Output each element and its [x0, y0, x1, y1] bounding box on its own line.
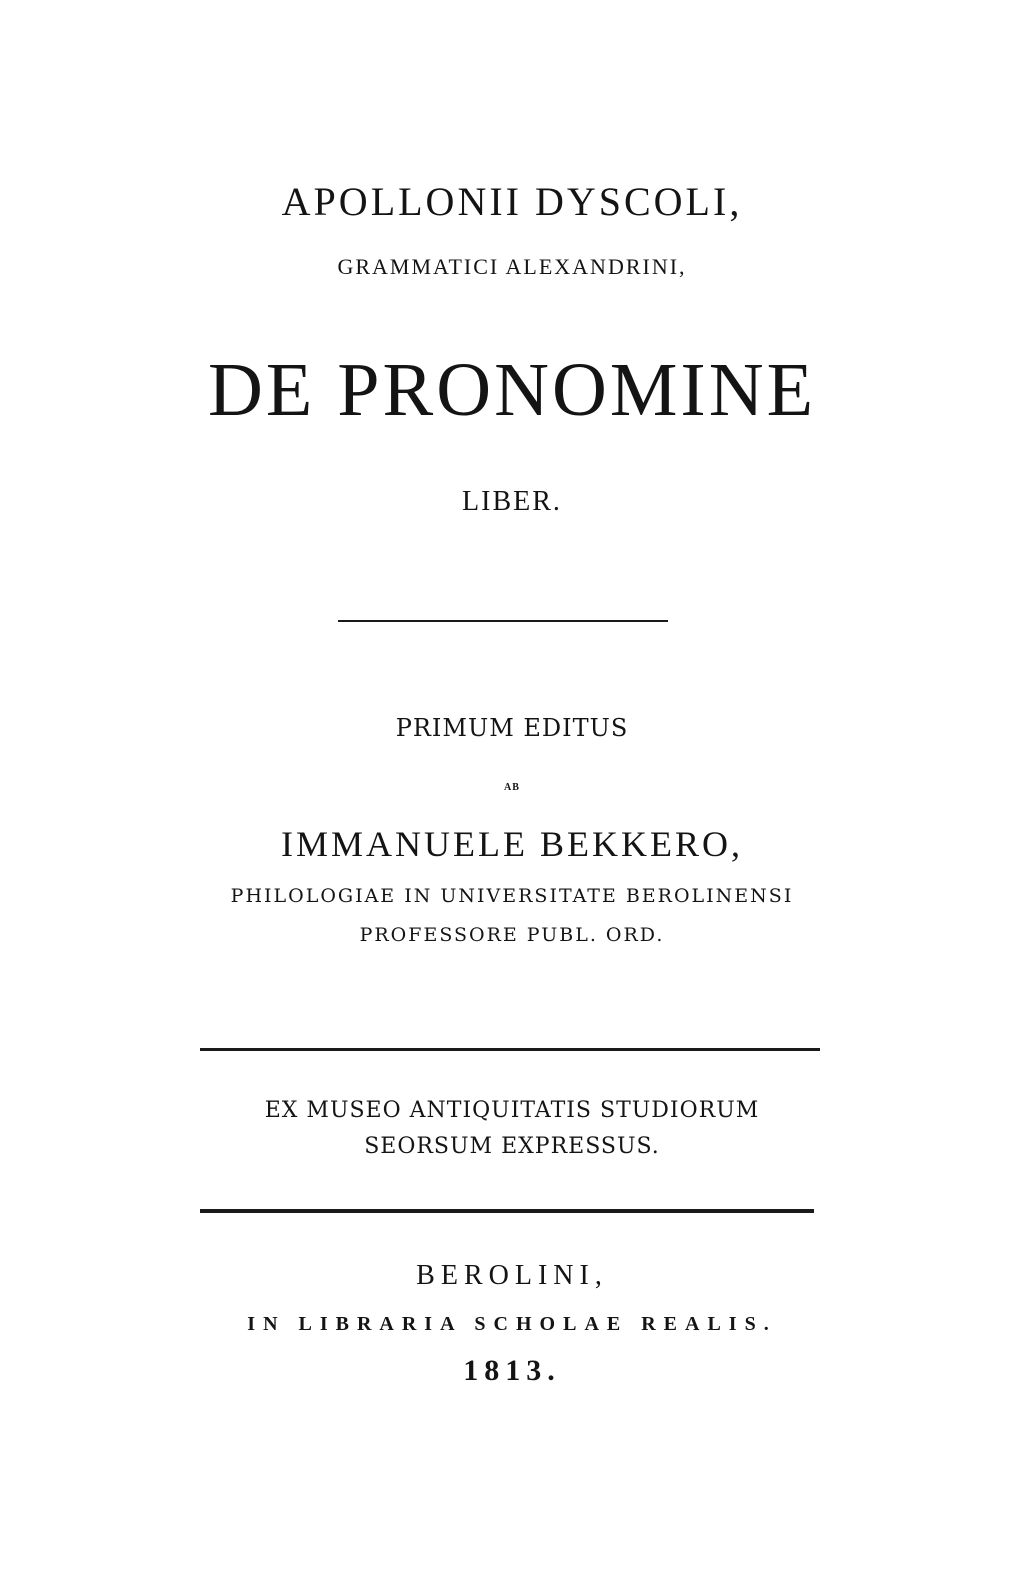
divider-rule-bottom	[200, 1209, 814, 1213]
publisher: IN LIBRARIA SCHOLAE REALIS.	[247, 1313, 777, 1335]
publication-place: BEROLINI,	[416, 1260, 608, 1291]
source-line1: EX MUSEO ANTIQUITATIS STUDIORUM	[264, 1098, 760, 1123]
editor-description-line1: PHILOLOGIAE IN UNIVERSITATE BEROLINENSI	[230, 885, 794, 907]
source-line2: SEORSUM EXPRESSUS.	[364, 1134, 660, 1159]
author-name: APOLLONII DYSCOLI,	[281, 179, 743, 224]
editor-name: IMMANUELE BEKKERO,	[281, 824, 743, 864]
publication-year: 1813.	[463, 1354, 561, 1387]
edition-note: PRIMUM EDITUS	[395, 714, 629, 742]
preposition: AB	[504, 782, 520, 793]
editor-description-line2: PROFESSORE PUBL. ORD.	[359, 924, 665, 946]
book-title: DE PRONOMINE	[207, 348, 817, 432]
book-subtitle: LIBER.	[462, 486, 562, 517]
author-description: GRAMMATICI ALEXANDRINI,	[337, 254, 687, 279]
divider-rule-middle	[200, 1048, 820, 1051]
divider-rule-top	[338, 620, 668, 622]
